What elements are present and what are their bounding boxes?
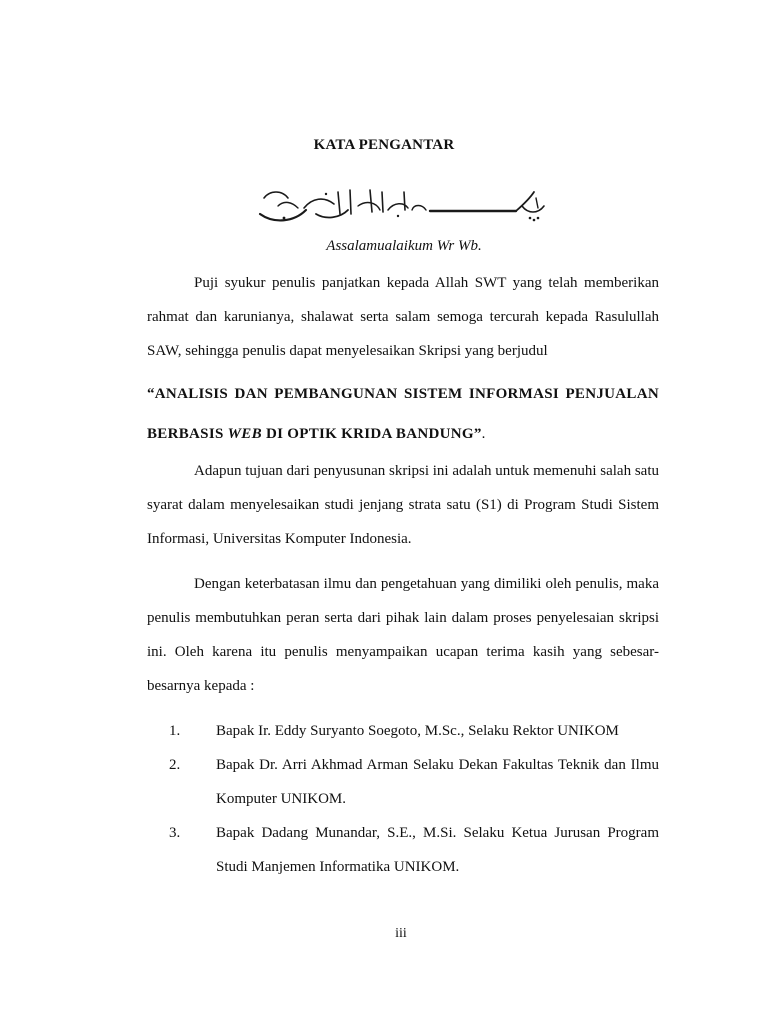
greeting: Assalamualaikum Wr Wb. xyxy=(326,238,482,254)
thesis-title-web: WEB xyxy=(227,426,262,442)
list-text: Bapak Ir. Eddy Suryanto Soegoto, M.Sc., Selaku Rektor UNIKOM xyxy=(216,723,619,739)
paragraph-purpose-text: Adapun tujuan dari penyusunan skripsi ini adalah untuk memenuhi salah satu syarat dalam menyelesaikan studi jenjang strata satu (S1) di Program Studi Sistem Informasi, Universitas Komputer Indonesia. xyxy=(147,463,659,547)
acknowledgement-list xyxy=(147,714,659,884)
list-text: Bapak Dr. Arri Akhmad Arman Selaku Dekan Fakultas Teknik dan Ilmu Komputer UNIKOM. xyxy=(216,757,659,807)
paragraph-intro xyxy=(147,266,659,368)
paragraph-purpose xyxy=(147,454,659,556)
thesis-title xyxy=(147,374,659,454)
list-item xyxy=(147,816,659,884)
basmalah-calligraphy xyxy=(254,184,550,226)
page-number: iii xyxy=(395,926,407,941)
list-number: 1. xyxy=(169,723,181,739)
paragraph-thanks xyxy=(147,567,659,703)
thesis-title-part2: DI OPTIK KRIDA BANDUNG” xyxy=(261,426,482,442)
list-item xyxy=(147,714,659,748)
list-text: Bapak Dadang Munandar, S.E., M.Si. Selaku Ketua Jurusan Program Studi Manjemen Informatika UNIKOM. xyxy=(216,825,659,875)
list-number: 3. xyxy=(169,825,181,841)
paragraph-thanks-text: Dengan keterbatasan ilmu dan pengetahuan yang dimiliki oleh penulis, maka penulis membutuhkan peran serta dari pihak lain dalam proses penyelesaian skripsi ini. Oleh karena itu penulis menyampaikan ucapan terima kasih yang sebesar-besarnya kepada : xyxy=(147,576,659,694)
list-number: 2. xyxy=(169,757,181,773)
thesis-title-part1: “ANALISIS DAN PEMBANGUNAN SISTEM INFORMASI PENJUALAN BERBASIS xyxy=(147,386,659,442)
page-title: KATA PENGANTAR xyxy=(313,137,455,153)
paragraph-intro-text: Puji syukur penulis panjatkan kepada Allah SWT yang telah memberikan rahmat dan karunianya, shalawat serta salam semoga tercurah kepada Rasulullah SAW, sehingga penulis dapat menyelesaikan Skripsi yang berjudul xyxy=(147,275,659,359)
list-item xyxy=(147,748,659,816)
thesis-title-end: . xyxy=(481,426,486,442)
